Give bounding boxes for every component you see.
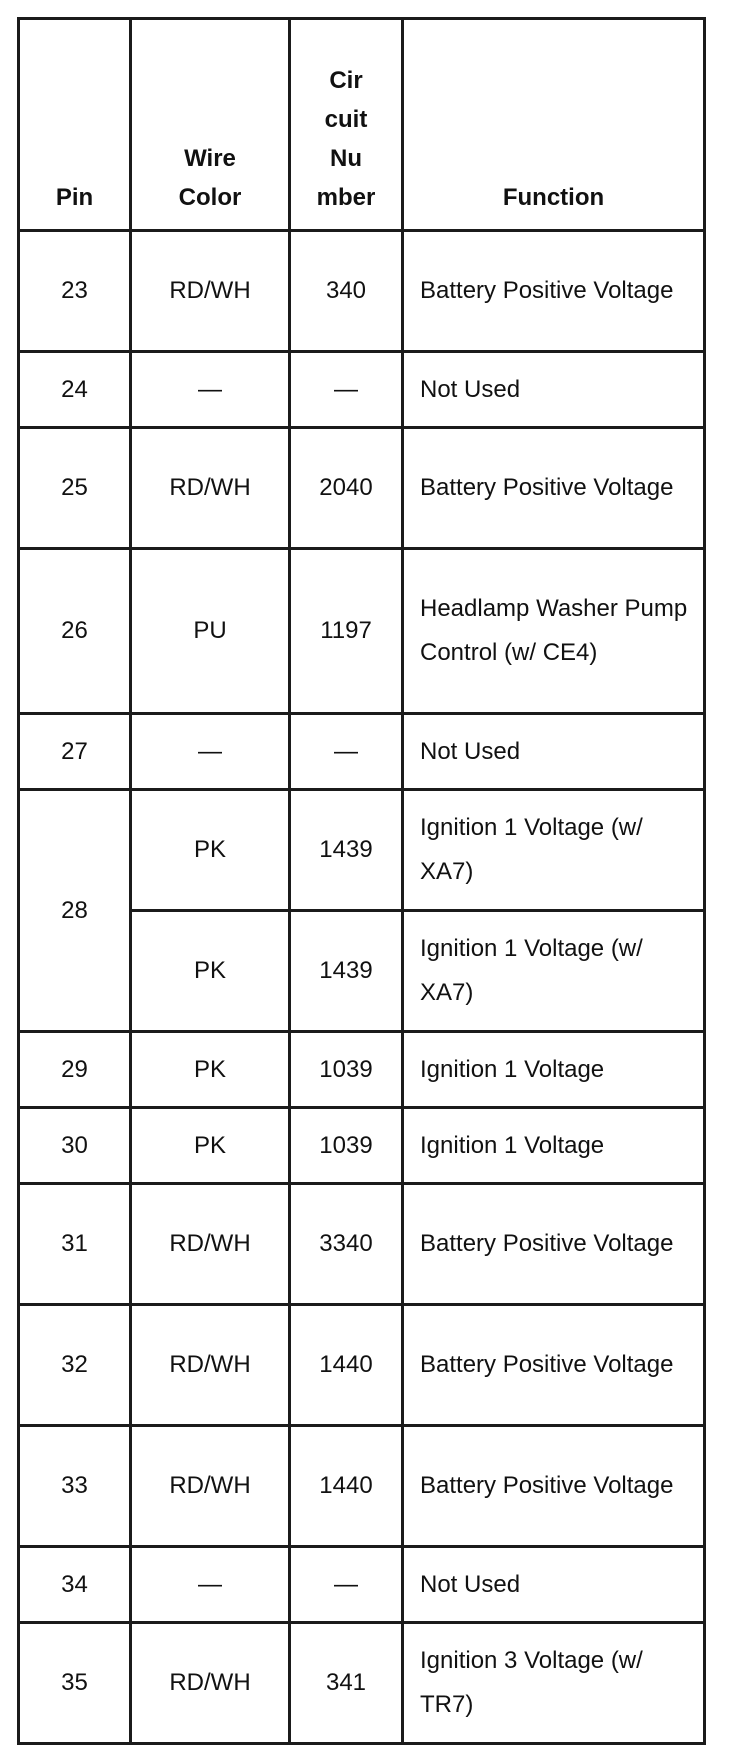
table-row bbox=[19, 790, 705, 911]
pin-cell: 25 bbox=[19, 428, 131, 549]
wire-color-cell: PK bbox=[131, 911, 290, 1032]
pin-cell: 32 bbox=[19, 1305, 131, 1426]
wire-color-cell: PK bbox=[131, 1032, 290, 1108]
header-circuit-number: Cir cuit Nu mber bbox=[290, 19, 403, 231]
function-cell: Ignition 1 Voltage bbox=[403, 1032, 705, 1108]
wire-color-cell: PU bbox=[131, 549, 290, 714]
circuit-number-cell: 3340 bbox=[290, 1184, 403, 1305]
circuit-number-cell: 1197 bbox=[290, 549, 403, 714]
circuit-number-cell: 341 bbox=[290, 1623, 403, 1744]
table-body bbox=[19, 231, 705, 1744]
function-cell: Ignition 1 Voltage (w/ XA7) bbox=[403, 911, 705, 1032]
function-cell: Headlamp Washer Pump Control (w/ CE4) bbox=[403, 549, 705, 714]
function-cell: Not Used bbox=[403, 1547, 705, 1623]
wire-color-cell: PK bbox=[131, 1108, 290, 1184]
wire-color-cell: — bbox=[131, 1547, 290, 1623]
circuit-number-cell: 1039 bbox=[290, 1108, 403, 1184]
pin-cell: 26 bbox=[19, 549, 131, 714]
function-cell: Battery Positive Voltage bbox=[403, 1184, 705, 1305]
pin-cell: 33 bbox=[19, 1426, 131, 1547]
circuit-number-cell: 340 bbox=[290, 231, 403, 352]
function-cell: Not Used bbox=[403, 352, 705, 428]
table-row bbox=[19, 1305, 705, 1426]
circuit-number-cell: — bbox=[290, 1547, 403, 1623]
table-row bbox=[19, 352, 705, 428]
table-row bbox=[19, 231, 705, 352]
pin-cell: 24 bbox=[19, 352, 131, 428]
circuit-number-cell: — bbox=[290, 352, 403, 428]
circuit-number-cell: 1439 bbox=[290, 911, 403, 1032]
wire-color-cell: RD/WH bbox=[131, 1623, 290, 1744]
table-row bbox=[19, 1184, 705, 1305]
header-pin: Pin bbox=[19, 19, 131, 231]
wire-color-cell: PK bbox=[131, 790, 290, 911]
table-row bbox=[19, 714, 705, 790]
wire-color-cell: RD/WH bbox=[131, 231, 290, 352]
table-row bbox=[19, 1547, 705, 1623]
pin-cell: 34 bbox=[19, 1547, 131, 1623]
pin-cell: 28 bbox=[19, 790, 131, 1032]
header-wire-color: Wire Color bbox=[131, 19, 290, 231]
circuit-number-cell: — bbox=[290, 714, 403, 790]
pin-cell: 23 bbox=[19, 231, 131, 352]
function-cell: Battery Positive Voltage bbox=[403, 1426, 705, 1547]
table-row bbox=[19, 1426, 705, 1547]
function-cell: Ignition 3 Voltage (w/ TR7) bbox=[403, 1623, 705, 1744]
circuit-number-cell: 1439 bbox=[290, 790, 403, 911]
pin-cell: 29 bbox=[19, 1032, 131, 1108]
function-cell: Battery Positive Voltage bbox=[403, 1305, 705, 1426]
table-header bbox=[19, 19, 705, 231]
wire-color-cell: RD/WH bbox=[131, 1184, 290, 1305]
function-cell: Ignition 1 Voltage bbox=[403, 1108, 705, 1184]
circuit-number-cell: 2040 bbox=[290, 428, 403, 549]
pin-cell: 31 bbox=[19, 1184, 131, 1305]
function-cell: Ignition 1 Voltage (w/ XA7) bbox=[403, 790, 705, 911]
wire-color-cell: — bbox=[131, 714, 290, 790]
wire-color-cell: RD/WH bbox=[131, 1305, 290, 1426]
table-row bbox=[19, 549, 705, 714]
table-row bbox=[19, 1032, 705, 1108]
pin-cell: 30 bbox=[19, 1108, 131, 1184]
circuit-number-cell: 1039 bbox=[290, 1032, 403, 1108]
wire-color-cell: RD/WH bbox=[131, 1426, 290, 1547]
function-cell: Battery Positive Voltage bbox=[403, 231, 705, 352]
connector-pinout-sheet bbox=[17, 17, 703, 1745]
pin-cell: 27 bbox=[19, 714, 131, 790]
table-row bbox=[19, 1623, 705, 1744]
header-row bbox=[19, 19, 705, 231]
header-function: Function bbox=[403, 19, 705, 231]
function-cell: Battery Positive Voltage bbox=[403, 428, 705, 549]
circuit-number-cell: 1440 bbox=[290, 1305, 403, 1426]
wire-color-cell: RD/WH bbox=[131, 428, 290, 549]
wire-color-cell: — bbox=[131, 352, 290, 428]
table-row bbox=[19, 428, 705, 549]
pinout-table bbox=[17, 17, 706, 1745]
function-cell: Not Used bbox=[403, 714, 705, 790]
circuit-number-cell: 1440 bbox=[290, 1426, 403, 1547]
pin-cell: 35 bbox=[19, 1623, 131, 1744]
table-row bbox=[19, 1108, 705, 1184]
